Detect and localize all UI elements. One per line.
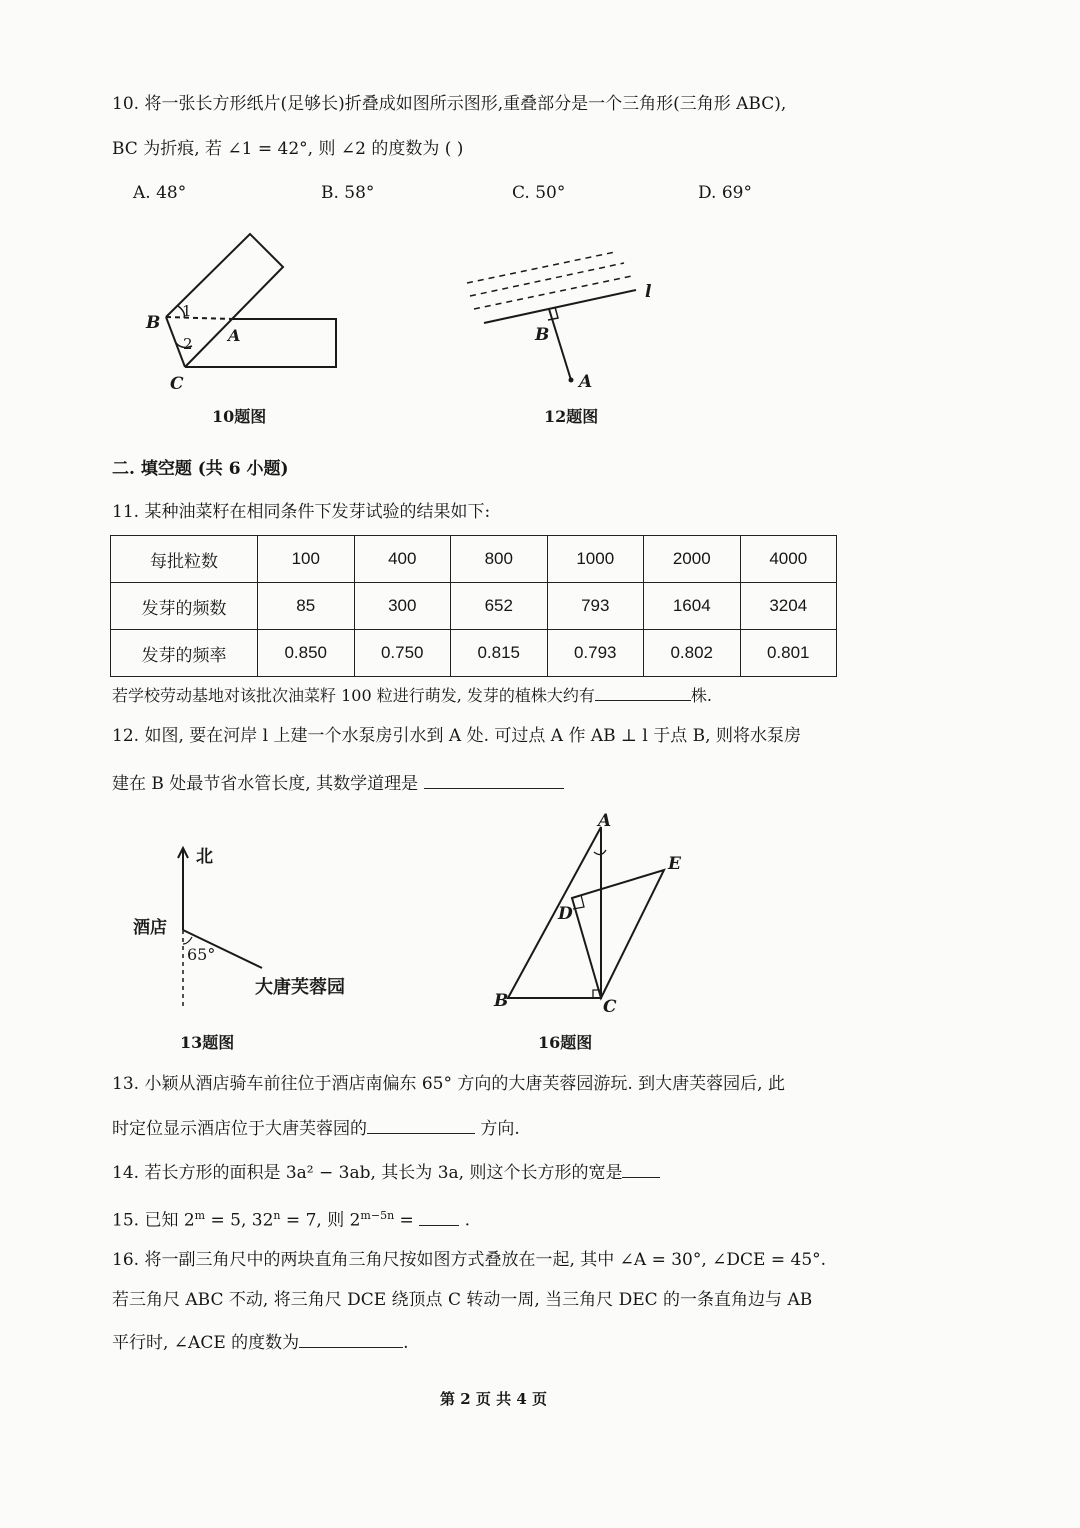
fig10-caption: 10题图 xyxy=(212,407,267,426)
table-cell: 0.802 xyxy=(644,630,741,677)
fig16-label-a: A xyxy=(598,811,612,831)
q16-line2: 若三角尺 ABC 不动, 将三角尺 DCE 绕顶点 C 转动一周, 当三角尺 DEC 的一条直角边与 AB xyxy=(112,1290,813,1310)
fig13-north-label: 北 xyxy=(196,847,213,867)
q15-part-d: = xyxy=(394,1210,414,1231)
table-cell: 0.750 xyxy=(354,630,451,677)
q10-option-a: A. 48° xyxy=(133,183,187,203)
q11-stem: 11. 某种油菜籽在相同条件下发芽试验的结果如下: xyxy=(112,502,491,522)
fig16-label-d: D xyxy=(558,904,573,924)
q15-exp-n: n xyxy=(273,1209,281,1222)
fig16-triangle-dce xyxy=(572,870,664,998)
q16-line3-text: 平行时, ∠ACE 的度数为 xyxy=(112,1333,300,1353)
fig12-label-b: B xyxy=(535,325,550,345)
q16-line1: 16. 将一副三角尺中的两块直角三角尺按如图方式叠放在一起, 其中 ∠A = 30°, ∠DCE = 45°. xyxy=(112,1250,827,1270)
q15-line xyxy=(112,1205,470,1232)
table-cell: 1604 xyxy=(644,583,741,630)
table-cell: 2000 xyxy=(644,536,741,583)
table-cell: 0.793 xyxy=(547,630,644,677)
table-row-head: 发芽的频率 xyxy=(111,630,258,677)
q15-part-b: = 5, 32 xyxy=(205,1210,274,1231)
section2-title: 二. 填空题 (共 6 小题) xyxy=(112,459,289,479)
table-cell: 793 xyxy=(547,583,644,630)
fig16-triangle-abc xyxy=(508,827,601,998)
q15-exp: m−5n xyxy=(360,1209,395,1222)
fig13-caption: 13题图 xyxy=(180,1033,235,1052)
q11-followup-text: 若学校劳动基地对该批次油菜籽 100 粒进行萌发, 发芽的植株大约有 xyxy=(112,686,595,705)
table-cell: 800 xyxy=(451,536,548,583)
q14-line xyxy=(112,1161,660,1184)
fig10-label-2: 2 xyxy=(183,335,193,353)
q16-line3 xyxy=(112,1331,409,1354)
table-cell: 0.850 xyxy=(258,630,355,677)
fig10-label-1: 1 xyxy=(182,302,192,320)
fig13-park-label: 大唐芙蓉园 xyxy=(255,977,345,998)
table-row-head: 每批粒数 xyxy=(111,536,258,583)
table-cell: 652 xyxy=(451,583,548,630)
table-cell: 3204 xyxy=(740,583,837,630)
q13-line2-end: 方向. xyxy=(480,1119,520,1139)
fig16-label-b: B xyxy=(494,991,509,1011)
fig12-label-l: l xyxy=(645,282,652,302)
q10-line2: BC 为折痕, 若 ∠1 = 42°, 则 ∠2 的度数为 ( ) xyxy=(112,139,464,159)
page-footer: 第 2 页 共 4 页 xyxy=(440,1390,547,1408)
fig10-label-a: A xyxy=(228,326,241,345)
q10-option-b: B. 58° xyxy=(321,183,375,203)
table-cell: 100 xyxy=(258,536,355,583)
fig10-label-c: C xyxy=(170,374,184,394)
fig10-label-b: B xyxy=(146,313,161,333)
table-cell: 0.801 xyxy=(740,630,837,677)
table-cell: 0.815 xyxy=(451,630,548,677)
q10-option-d: D. 69° xyxy=(698,183,752,203)
q12-line1: 12. 如图, 要在河岸 l 上建一个水泵房引水到 A 处. 可过点 A 作 AB ⊥ l 于点 B, 则将水泵房 xyxy=(112,726,801,746)
q15-answer-blank xyxy=(419,1209,459,1226)
fig12-caption: 12题图 xyxy=(544,407,599,426)
q16-line3-end: . xyxy=(403,1333,409,1353)
table-cell: 4000 xyxy=(740,536,837,583)
q10-option-c: C. 50° xyxy=(512,183,566,203)
fig16-label-c: C xyxy=(603,997,617,1017)
table-row-head: 发芽的频数 xyxy=(111,583,258,630)
q13-answer-blank xyxy=(367,1117,475,1134)
q13-line2-text: 时定位显示酒店位于大唐芙蓉园的 xyxy=(112,1119,367,1139)
fig16-label-e: E xyxy=(668,854,681,874)
q14-answer-blank xyxy=(622,1161,660,1178)
q11-unit: 株. xyxy=(690,686,712,705)
table-cell: 1000 xyxy=(547,536,644,583)
q10-line1: 10. 将一张长方形纸片(足够长)折叠成如图所示图形,重叠部分是一个三角形(三角形 ABC), xyxy=(112,94,787,114)
q16-answer-blank xyxy=(299,1331,403,1348)
q15-part-a: 15. 已知 2 xyxy=(112,1210,195,1231)
table-cell: 400 xyxy=(354,536,451,583)
q13-line2 xyxy=(112,1117,520,1140)
q15-part-c: = 7, 则 2 xyxy=(280,1210,361,1231)
fig12-label-a: A xyxy=(579,372,593,392)
q13-line1: 13. 小颖从酒店骑车前往位于酒店南偏东 65° 方向的大唐芙蓉园游玩. 到大唐芙蓉园后, 此 xyxy=(112,1074,785,1094)
q12-line2-text: 建在 B 处最节省水管长度, 其数学道理是 xyxy=(112,774,419,794)
table-cell: 85 xyxy=(258,583,355,630)
q15-part-e: . xyxy=(464,1210,471,1231)
q14-text: 14. 若长方形的面积是 3a² − 3ab, 其长为 3a, 则这个长方形的宽是 xyxy=(112,1163,623,1183)
fig13-angle-label: 65° xyxy=(187,945,216,964)
fig16-caption: 16题图 xyxy=(538,1033,593,1052)
fig13-hotel-label: 酒店 xyxy=(133,918,167,938)
q15-exp-m: m xyxy=(194,1209,206,1222)
table-cell: 300 xyxy=(354,583,451,630)
